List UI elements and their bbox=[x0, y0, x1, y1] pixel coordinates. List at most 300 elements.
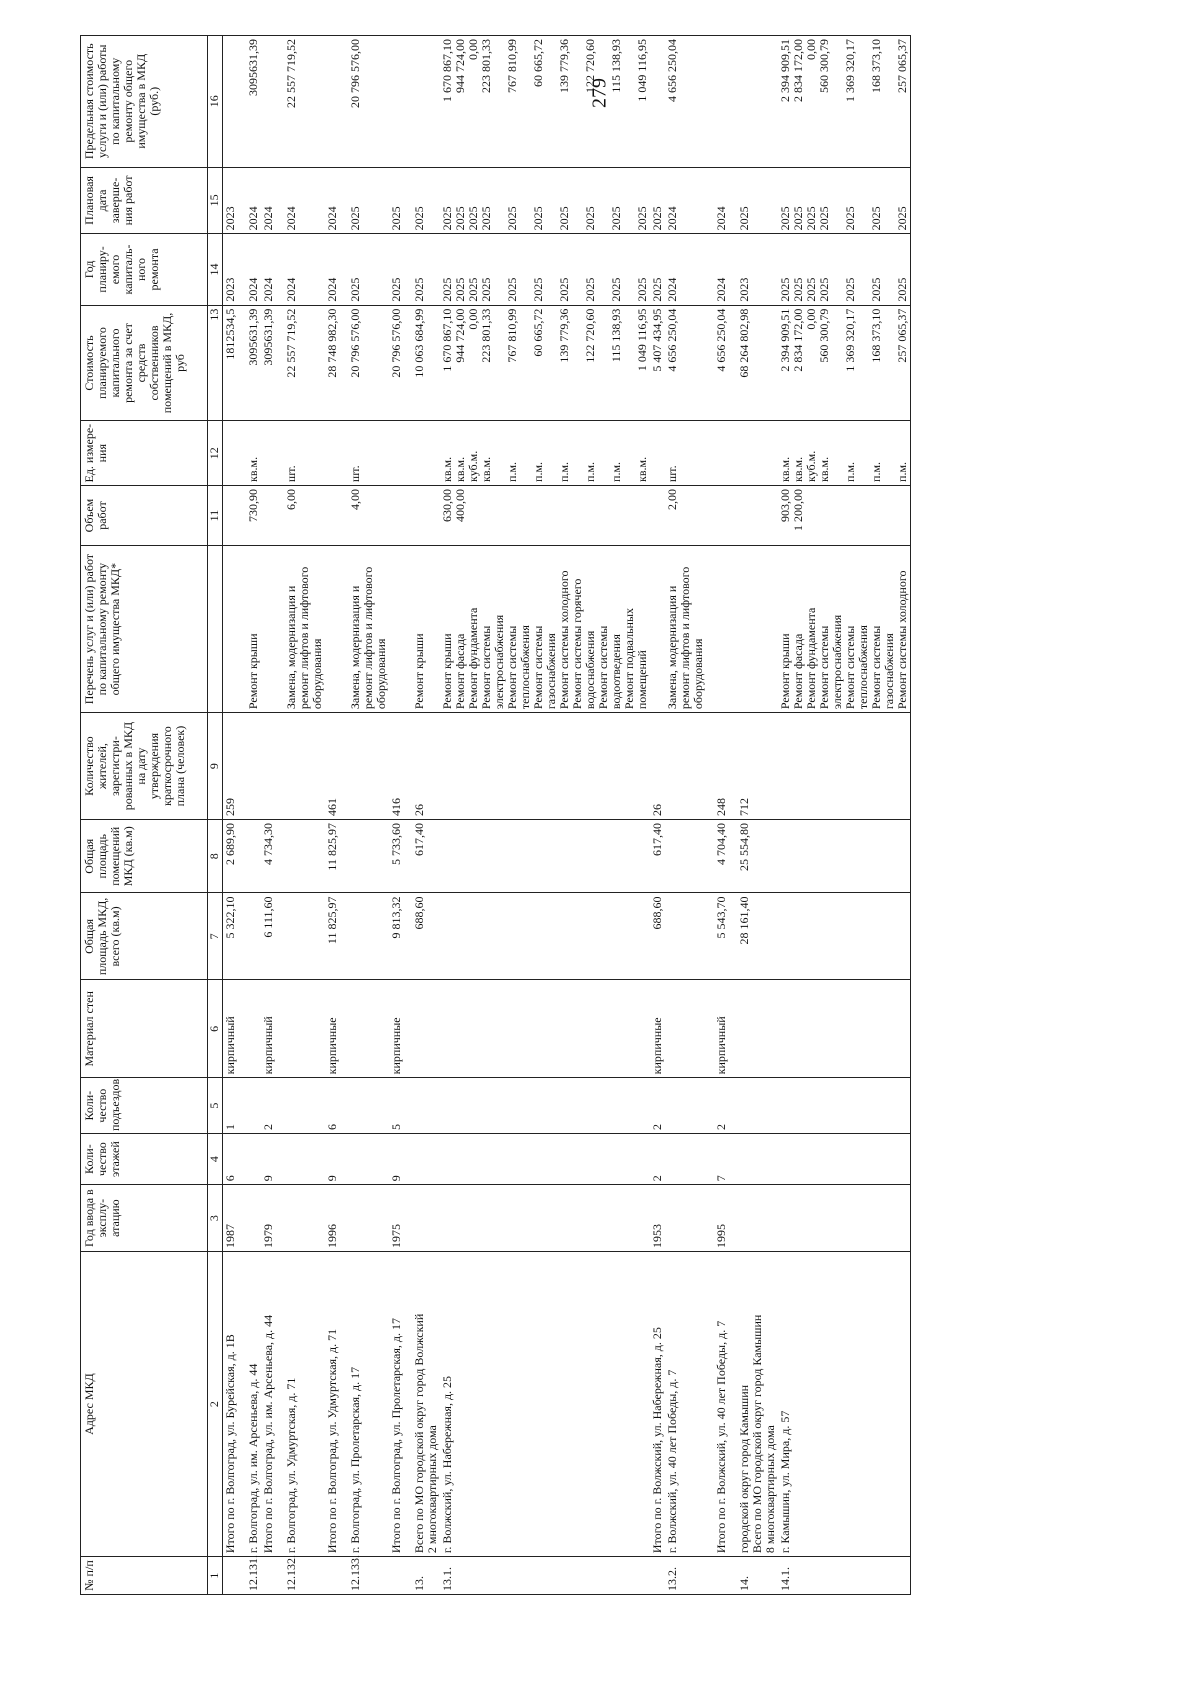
table-cell bbox=[246, 1078, 261, 1134]
spacer-cell bbox=[340, 421, 348, 486]
column-number: 3 bbox=[208, 1185, 223, 1252]
table-cell: Итого по г. Волжский, ул. 40 лет Победы, д. 7 bbox=[714, 1252, 729, 1557]
spacer-cell bbox=[706, 1557, 714, 1595]
spacer-cell bbox=[276, 980, 284, 1078]
table-cell bbox=[325, 36, 340, 168]
spacer-cell bbox=[238, 305, 246, 421]
spacer-cell bbox=[276, 1252, 284, 1557]
table-cell: 26 bbox=[412, 713, 440, 820]
table-cell: 2023 bbox=[223, 234, 239, 305]
table-cell bbox=[325, 546, 340, 713]
table-cell bbox=[737, 1134, 778, 1185]
spacer-cell bbox=[729, 305, 737, 421]
spacer-cell bbox=[729, 893, 737, 980]
table-cell: 1979 bbox=[261, 1185, 276, 1252]
table-cell: 14. bbox=[737, 1557, 778, 1595]
spacer-cell bbox=[276, 713, 284, 820]
table-cell bbox=[348, 1185, 389, 1252]
table-row bbox=[389, 36, 404, 1595]
table-cell: 6,00 bbox=[284, 485, 325, 545]
table-cell: 9 bbox=[261, 1134, 276, 1185]
spacer-cell bbox=[238, 1078, 246, 1134]
header-cell: № п/п bbox=[81, 1557, 208, 1595]
spacer-cell bbox=[238, 820, 246, 893]
table-cell bbox=[737, 485, 778, 545]
table-cell: 4,00 bbox=[348, 485, 389, 545]
table-cell: Итого по г. Волжский, ул. Набережная, д. 25 bbox=[650, 1252, 665, 1557]
spacer-cell bbox=[729, 1078, 737, 1134]
spacer-cell bbox=[729, 1185, 737, 1252]
table-cell: 20 796 576,00 bbox=[348, 305, 389, 421]
table-cell bbox=[412, 1134, 440, 1185]
spacer-cell bbox=[276, 1134, 284, 1185]
table-cell: 5 bbox=[389, 1078, 404, 1134]
spacer-cell bbox=[729, 36, 737, 168]
spacer-cell bbox=[706, 893, 714, 980]
table-cell: 2025 bbox=[412, 234, 440, 305]
spacer-cell bbox=[276, 421, 284, 486]
spacer-cell bbox=[729, 167, 737, 234]
table-cell: 26 bbox=[650, 713, 665, 820]
table-cell bbox=[348, 980, 389, 1078]
table-row bbox=[737, 36, 778, 1595]
column-number: 11 bbox=[208, 485, 223, 545]
table-cell bbox=[714, 421, 729, 486]
table-cell: 13. bbox=[412, 1557, 440, 1595]
spacer-cell bbox=[238, 1185, 246, 1252]
row-spacer bbox=[238, 36, 246, 1595]
spacer-cell bbox=[276, 305, 284, 421]
spacer-cell bbox=[276, 820, 284, 893]
table-cell: 2024 bbox=[246, 167, 261, 234]
spacer-cell bbox=[238, 167, 246, 234]
spacer-cell bbox=[404, 1557, 412, 1595]
table-cell bbox=[665, 980, 706, 1078]
table-cell: 259 bbox=[223, 713, 239, 820]
spacer-cell bbox=[276, 234, 284, 305]
spacer-cell bbox=[238, 421, 246, 486]
table-cell: 2 bbox=[650, 1134, 665, 1185]
table-cell: 13.1. bbox=[440, 1557, 650, 1595]
table-cell: 3095631,39 bbox=[261, 305, 276, 421]
table-cell: шт. bbox=[665, 421, 706, 486]
table-cell: 5 543,70 bbox=[714, 893, 729, 980]
table-cell bbox=[261, 546, 276, 713]
spacer-cell bbox=[729, 485, 737, 545]
table-cell: г. Волгоград, ул. Удмуртская, д. 71 bbox=[284, 1252, 325, 1557]
table-row bbox=[261, 36, 276, 1595]
table-row bbox=[325, 36, 340, 1595]
spacer-cell bbox=[404, 1078, 412, 1134]
table-cell: Ремонт крыши Ремонт фасада Ремонт фундамента Ремонт системы электроснабжения Ремонт системы теплоснабжения Ремонт системы газоснабжения Ремонт системы холодного Ремонт системы горячего водоснабжения Ремонт системы водоотведения Ремонт подвальных помещений bbox=[440, 546, 650, 713]
spacer-cell bbox=[340, 1185, 348, 1252]
row-spacer bbox=[340, 36, 348, 1595]
table-cell bbox=[325, 421, 340, 486]
spacer-cell bbox=[238, 36, 246, 168]
spacer-cell bbox=[729, 546, 737, 713]
spacer-cell bbox=[276, 485, 284, 545]
table-cell: 461 bbox=[325, 713, 340, 820]
table-cell bbox=[284, 1078, 325, 1134]
spacer-cell bbox=[404, 546, 412, 713]
spacer-cell bbox=[404, 893, 412, 980]
table-cell: 7 bbox=[714, 1134, 729, 1185]
table-cell: 2024 bbox=[714, 234, 729, 305]
table-cell bbox=[737, 980, 778, 1078]
table-cell bbox=[284, 820, 325, 893]
spacer-cell bbox=[276, 1185, 284, 1252]
table-cell: 2025 bbox=[389, 167, 404, 234]
table-cell: 2024 bbox=[665, 234, 706, 305]
table-row bbox=[284, 36, 325, 1595]
spacer-cell bbox=[404, 36, 412, 168]
table-cell bbox=[778, 1134, 911, 1185]
spacer-cell bbox=[729, 980, 737, 1078]
table-cell: 416 bbox=[389, 713, 404, 820]
header-cell: Коли- чество этажей bbox=[81, 1134, 208, 1185]
table-cell: Замена, модернизация и ремонт лифтов и лифтового оборудования bbox=[348, 546, 389, 713]
table-cell: г. Волжский, ул. Набережная, д. 25 bbox=[440, 1252, 650, 1557]
spacer-cell bbox=[404, 167, 412, 234]
table-cell: Замена, модернизация и ремонт лифтов и лифтового оборудования bbox=[284, 546, 325, 713]
page-number: 279 bbox=[588, 78, 611, 108]
table-cell: 4 656 250,04 bbox=[665, 305, 706, 421]
table-cell bbox=[737, 36, 778, 168]
header-cell: Ед. измере- ния bbox=[81, 421, 208, 486]
table-cell bbox=[246, 1185, 261, 1252]
table-cell: 1812534,5 bbox=[223, 305, 239, 421]
table-cell bbox=[348, 713, 389, 820]
table-cell: 2 bbox=[714, 1078, 729, 1134]
table-cell: 2 bbox=[261, 1078, 276, 1134]
spacer-cell bbox=[706, 36, 714, 168]
table-cell: 11 825,97 bbox=[325, 820, 340, 893]
table-cell: шт. bbox=[284, 421, 325, 486]
table-cell: 14.1. bbox=[778, 1557, 911, 1595]
table-cell: 2024 bbox=[261, 234, 276, 305]
table-cell: 28 161,40 bbox=[737, 893, 778, 980]
table-cell: Итого по г. Волгоград, ул. Пролетарская, д. 17 bbox=[389, 1252, 404, 1557]
header-cell: Количество жителей, зарегистри- рованных в МКД на дату утверждения краткосрочного плана (человек) bbox=[81, 713, 208, 820]
table-cell: 13.2. bbox=[665, 1557, 706, 1595]
table-cell bbox=[650, 421, 665, 486]
table-row bbox=[348, 36, 389, 1595]
spacer-cell bbox=[404, 485, 412, 545]
table-cell bbox=[261, 713, 276, 820]
table-cell bbox=[412, 36, 440, 168]
table-cell: 2025 bbox=[650, 167, 665, 234]
table-cell bbox=[665, 1078, 706, 1134]
spacer-cell bbox=[340, 893, 348, 980]
table-cell: 3095631,39 bbox=[246, 305, 261, 421]
table-body bbox=[223, 36, 911, 1595]
header-cell: Коли- чество подъездов bbox=[81, 1078, 208, 1134]
table-cell: кирпичный bbox=[714, 980, 729, 1078]
table-cell bbox=[261, 36, 276, 168]
spacer-cell bbox=[404, 713, 412, 820]
header-cell: Общая площадь МКД, всего (кв.м) bbox=[81, 893, 208, 980]
table-cell: 2025 2025 2025 2025 2025 2025 2025 bbox=[778, 234, 911, 305]
spacer-cell bbox=[404, 234, 412, 305]
table-cell: 903,00 1 200,00 bbox=[778, 485, 911, 545]
header-cell: Перечень услуг и (или) работ по капитальному ремонту общего имущества МКД* bbox=[81, 546, 208, 713]
table-cell bbox=[714, 485, 729, 545]
table-cell: 1996 bbox=[325, 1185, 340, 1252]
table-cell: кв.м. bbox=[246, 421, 261, 486]
table-cell: 2025 2025 2025 2025 2025 2025 2025 bbox=[778, 167, 911, 234]
spacer-cell bbox=[238, 546, 246, 713]
table-cell bbox=[440, 1185, 650, 1252]
table-cell: кирпичные bbox=[389, 980, 404, 1078]
table-cell: Ремонт крыши bbox=[412, 546, 440, 713]
spacer-cell bbox=[706, 980, 714, 1078]
table-cell: Ремонт крыши bbox=[246, 546, 261, 713]
table-cell: 2025 bbox=[348, 167, 389, 234]
header-cell: Год планиру- емого капиталь- ного ремонта bbox=[81, 234, 208, 305]
row-spacer bbox=[706, 36, 714, 1595]
table-cell bbox=[412, 1078, 440, 1134]
table-cell: 2024 bbox=[714, 167, 729, 234]
spacer-cell bbox=[340, 36, 348, 168]
header-cell: Объем работ bbox=[81, 485, 208, 545]
table-cell: 617,40 bbox=[650, 820, 665, 893]
spacer-cell bbox=[238, 1557, 246, 1595]
capital-repair-table bbox=[80, 35, 911, 1595]
spacer-cell bbox=[238, 980, 246, 1078]
table-cell bbox=[261, 421, 276, 486]
table-cell bbox=[440, 980, 650, 1078]
table-cell bbox=[246, 893, 261, 980]
spacer-cell bbox=[706, 1134, 714, 1185]
table-cell bbox=[223, 36, 239, 168]
table-cell: Итого по г. Волгоград, ул. Удмуртская, д. 71 bbox=[325, 1252, 340, 1557]
spacer-cell bbox=[340, 1557, 348, 1595]
spacer-cell bbox=[238, 893, 246, 980]
table-cell bbox=[778, 820, 911, 893]
table-cell bbox=[665, 820, 706, 893]
table-cell: Итого по г. Волгоград, ул. им. Арсеньева, д. 44 bbox=[261, 1252, 276, 1557]
table-cell bbox=[650, 1557, 665, 1595]
table-cell bbox=[284, 980, 325, 1078]
spacer-cell bbox=[340, 820, 348, 893]
table-cell: городской округ город Камышин Всего по МО городской округ город Камышин 8 многоквартирных дома bbox=[737, 1252, 778, 1557]
column-number: 2 bbox=[208, 1252, 223, 1557]
table-cell: 4 656 250,04 bbox=[714, 305, 729, 421]
table-cell: 2023 bbox=[223, 167, 239, 234]
spacer-cell bbox=[706, 485, 714, 545]
table-cell bbox=[665, 893, 706, 980]
table-cell: 248 bbox=[714, 713, 729, 820]
spacer-cell bbox=[340, 305, 348, 421]
table-cell: 5 407 434,95 bbox=[650, 305, 665, 421]
table-row bbox=[714, 36, 729, 1595]
table-cell: 28 748 982,30 bbox=[325, 305, 340, 421]
table-cell bbox=[714, 1557, 729, 1595]
column-number: 14 bbox=[208, 234, 223, 305]
column-number: 1 bbox=[208, 1557, 223, 1595]
table-cell: 6 bbox=[223, 1134, 239, 1185]
table-cell bbox=[778, 1185, 911, 1252]
spacer-cell bbox=[340, 485, 348, 545]
table-cell bbox=[325, 1557, 340, 1595]
table-cell: кирпичный bbox=[223, 980, 239, 1078]
table-cell: 2023 bbox=[737, 234, 778, 305]
table-cell bbox=[778, 980, 911, 1078]
column-number: 7 bbox=[208, 893, 223, 980]
table-cell: 6 bbox=[325, 1078, 340, 1134]
table-cell bbox=[246, 980, 261, 1078]
table-cell: 2,00 bbox=[665, 485, 706, 545]
table-cell: 10 063 684,99 bbox=[412, 305, 440, 421]
spacer-cell bbox=[729, 1557, 737, 1595]
spacer-cell bbox=[404, 1185, 412, 1252]
column-number: 12 bbox=[208, 421, 223, 486]
row-spacer bbox=[729, 36, 737, 1595]
column-number-row bbox=[208, 36, 223, 1595]
table-cell: 20 796 576,00 bbox=[348, 36, 389, 168]
table-cell: 9 bbox=[325, 1134, 340, 1185]
table-row bbox=[412, 36, 440, 1595]
table-cell bbox=[325, 485, 340, 545]
spacer-cell bbox=[706, 1252, 714, 1557]
table-cell bbox=[223, 546, 239, 713]
table-cell: 2024 bbox=[284, 167, 325, 234]
table-cell: 2025 2025 2025 2025 2025 2025 2025 2025 2025 2025 bbox=[440, 234, 650, 305]
table-cell: 2024 bbox=[261, 167, 276, 234]
header-cell: Год ввода в эксплу- атацию bbox=[81, 1185, 208, 1252]
table-cell bbox=[348, 1078, 389, 1134]
table-cell: кирпичные bbox=[325, 980, 340, 1078]
spacer-cell bbox=[238, 1252, 246, 1557]
table-cell: г. Волжский, ул. 40 лет Победы, д. 7 bbox=[665, 1252, 706, 1557]
table-cell bbox=[650, 546, 665, 713]
table-cell: 3095631,39 bbox=[246, 36, 261, 168]
table-cell: 4 656 250,04 bbox=[665, 36, 706, 168]
header-cell: Общая площадь помещений МКД (кв.м) bbox=[81, 820, 208, 893]
table-cell bbox=[348, 893, 389, 980]
table-cell: 2025 bbox=[389, 234, 404, 305]
spacer-cell bbox=[340, 167, 348, 234]
spacer-cell bbox=[276, 1078, 284, 1134]
spacer-cell bbox=[706, 421, 714, 486]
spacer-cell bbox=[729, 713, 737, 820]
table-cell: 4 734,30 bbox=[261, 820, 276, 893]
table-cell bbox=[348, 1134, 389, 1185]
spacer-cell bbox=[340, 1078, 348, 1134]
spacer-cell bbox=[706, 305, 714, 421]
spacer-cell bbox=[706, 1078, 714, 1134]
table-cell bbox=[737, 1078, 778, 1134]
table-cell: 1 670 867,10 944 724,00 0,00 223 801,33 767 810,99 60 665,72 139 779,36 122 720,60 115 138,93 1 049 116,95 bbox=[440, 305, 650, 421]
table-cell: 9 813,32 bbox=[389, 893, 404, 980]
table-cell bbox=[778, 893, 911, 980]
column-number: 9 bbox=[208, 713, 223, 820]
column-number: 6 bbox=[208, 980, 223, 1078]
table-cell: 22 557 719,52 bbox=[284, 305, 325, 421]
spacer-cell bbox=[404, 1252, 412, 1557]
table-cell: г. Камышин, ул. Мира, д. 57 bbox=[778, 1252, 911, 1557]
table-cell: 2025 bbox=[412, 167, 440, 234]
table-cell bbox=[223, 485, 239, 545]
table-cell: кв.м. кв.м. куб.м. кв.м. п.м. п.м. п.м. bbox=[778, 421, 911, 486]
spacer-cell bbox=[340, 234, 348, 305]
table-cell bbox=[440, 713, 650, 820]
spacer-cell bbox=[340, 546, 348, 713]
table-cell: 730,90 bbox=[246, 485, 261, 545]
spacer-cell bbox=[706, 820, 714, 893]
table-cell: 688,60 bbox=[412, 893, 440, 980]
table-cell bbox=[284, 1134, 325, 1185]
table-cell bbox=[650, 485, 665, 545]
table-cell bbox=[246, 820, 261, 893]
table-cell: 712 bbox=[737, 713, 778, 820]
header-row bbox=[81, 36, 208, 1595]
table-row bbox=[223, 36, 239, 1595]
table-row bbox=[665, 36, 706, 1595]
spacer-cell bbox=[340, 1252, 348, 1557]
table-cell: 2025 bbox=[348, 234, 389, 305]
table-cell: 1975 bbox=[389, 1185, 404, 1252]
table-cell bbox=[440, 1134, 650, 1185]
table-cell: 12.133. bbox=[348, 1557, 389, 1595]
table-cell bbox=[737, 546, 778, 713]
spacer-cell bbox=[404, 980, 412, 1078]
table-cell: 2 394 909,51 2 834 172,00 0,00 560 300,79 1 369 320,17 168 373,10 257 065,37 bbox=[778, 305, 911, 421]
column-number: 16 bbox=[208, 36, 223, 168]
table-cell: 1953 bbox=[650, 1185, 665, 1252]
table-cell bbox=[223, 421, 239, 486]
table-cell: 12.131. bbox=[246, 1557, 261, 1595]
table-cell: кирпичные bbox=[650, 980, 665, 1078]
table-cell: 2024 bbox=[246, 234, 261, 305]
table-cell bbox=[440, 1078, 650, 1134]
table-cell: Ремонт крыши Ремонт фасада Ремонт фундамента Ремонт системы электроснабжения Ремонт системы теплоснабжения Ремонт системы газоснабжения Ремонт системы холодного bbox=[778, 546, 911, 713]
header-cell: Плановая дата заверше- ния работ bbox=[81, 167, 208, 234]
header-cell: Стоимость планируемого капитального ремонта за счет средств собственников помещений в МКД, руб bbox=[81, 305, 208, 421]
table-cell: 2025 bbox=[650, 234, 665, 305]
table-cell: 12.132. bbox=[284, 1557, 325, 1595]
table-cell: 617,40 bbox=[412, 820, 440, 893]
spacer-cell bbox=[729, 234, 737, 305]
capital-repair-plan-sheet bbox=[80, 35, 1150, 1595]
table-cell: 5 322,10 bbox=[223, 893, 239, 980]
table-row bbox=[650, 36, 665, 1595]
table-cell bbox=[348, 820, 389, 893]
table-cell: 4 704,40 bbox=[714, 820, 729, 893]
table-cell: 1987 bbox=[223, 1185, 239, 1252]
table-cell: 688,60 bbox=[650, 893, 665, 980]
table-cell bbox=[412, 421, 440, 486]
spacer-cell bbox=[276, 546, 284, 713]
table-cell bbox=[665, 713, 706, 820]
spacer-cell bbox=[706, 167, 714, 234]
table-row bbox=[440, 36, 650, 1595]
table-cell bbox=[389, 421, 404, 486]
table-cell bbox=[714, 546, 729, 713]
spacer-cell bbox=[276, 167, 284, 234]
spacer-cell bbox=[340, 980, 348, 1078]
header-cell: Предельная стоимость услуги и (или) работы по капитальному ремонту общего имущества в МКД (руб.) bbox=[81, 36, 208, 168]
row-spacer bbox=[276, 36, 284, 1595]
table-cell: 5 733,60 bbox=[389, 820, 404, 893]
table-cell: Итого по г. Волгоград, ул. Бурейская, д. 1В bbox=[223, 1252, 239, 1557]
table-cell bbox=[261, 485, 276, 545]
column-number bbox=[208, 546, 223, 713]
spacer-cell bbox=[729, 1252, 737, 1557]
table-cell bbox=[714, 36, 729, 168]
spacer-cell bbox=[276, 1557, 284, 1595]
table-cell bbox=[389, 36, 404, 168]
